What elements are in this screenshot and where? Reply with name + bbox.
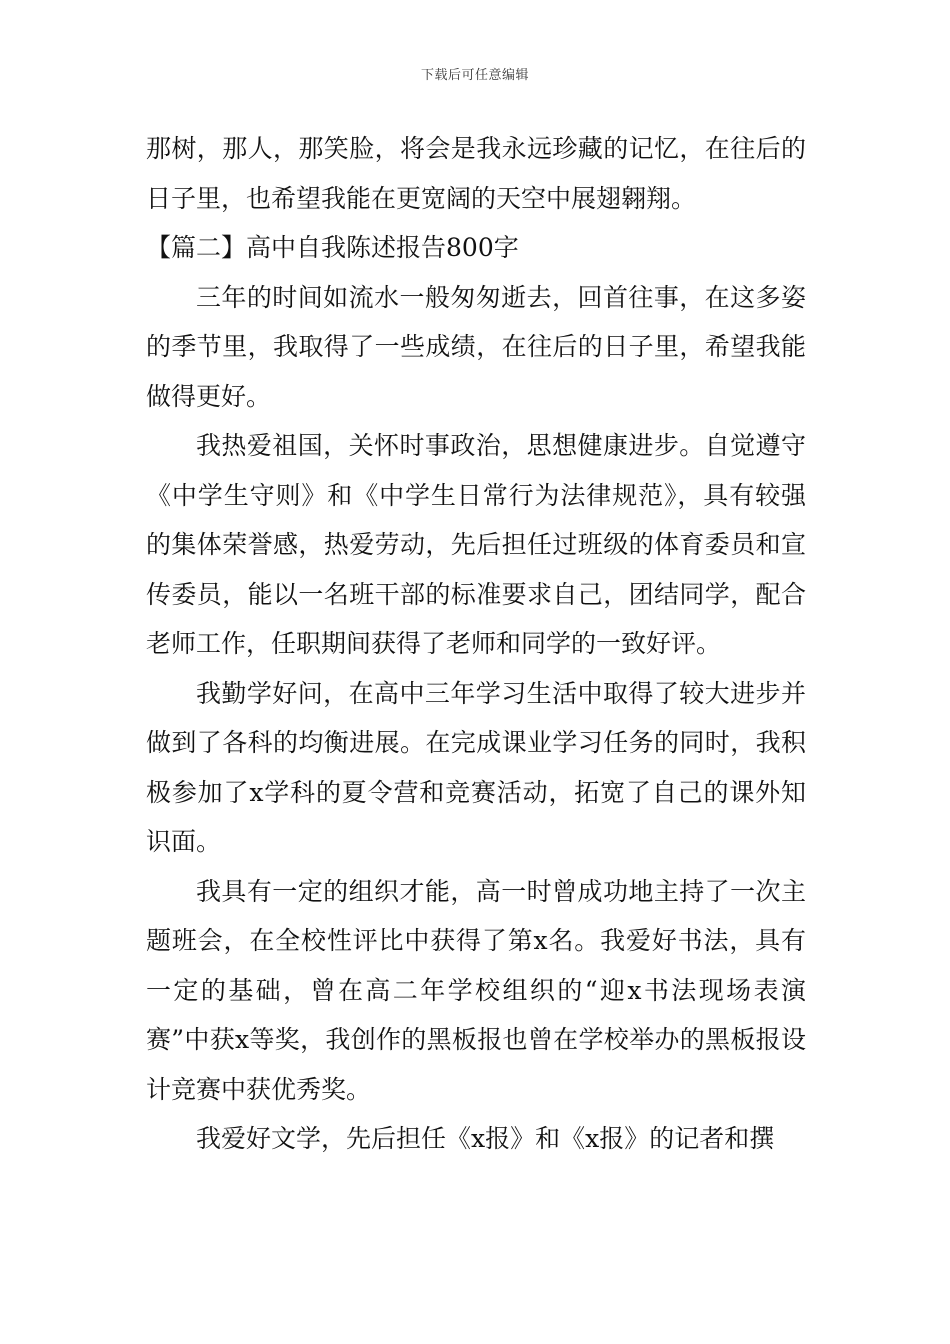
paragraph-continuation: 那树，那人，那笑脸，将会是我永远珍藏的记忆，在往后的日子里，也希望我能在更宽阔的天空中展翅翱翔。 [146,134,806,213]
document-body [146,124,806,1164]
paragraph: 我具有一定的组织才能，高一时曾成功地主持了一次主题班会，在全校性评比中获得了第x名。我爱好书法，具有一定的基础，曾在高二年学校组织的“迎x书法现场表演赛”中获x等奖，我创作的黑板报也曾在学校举办的黑板报设计竞赛中获优秀奖。 [146,876,806,1104]
page-header: 下载后可任意编辑 [420,68,529,83]
paragraph: 我勤学好问，在高中三年学习生活中取得了较大进步并做到了各科的均衡进展。在完成课业学习任务的同时，我积极参加了x学科的夏令营和竞赛活动，拓宽了自己的课外知识面。 [146,678,806,856]
paragraph: 我爱好文学，先后担任《x报》和《x报》的记者和撰 [196,1124,775,1153]
paragraph: 三年的时间如流水一般匆匆逝去，回首往事，在这多姿的季节里，我取得了一些成绩，在往后的日子里，希望我能做得更好。 [146,282,806,411]
paragraph: 我热爱祖国，关怀时事政治，思想健康进步。自觉遵守《中学生守则》和《中学生日常行为法律规范》，具有较强的集体荣誉感，热爱劳动，先后担任过班级的体育委员和宣传委员，能以一名班干部的标准要求自己，团结同学，配合老师工作，任职期间获得了老师和同学的一致好评。 [146,431,806,658]
section-heading: 【篇二】高中自我陈述报告800字 [146,233,519,262]
